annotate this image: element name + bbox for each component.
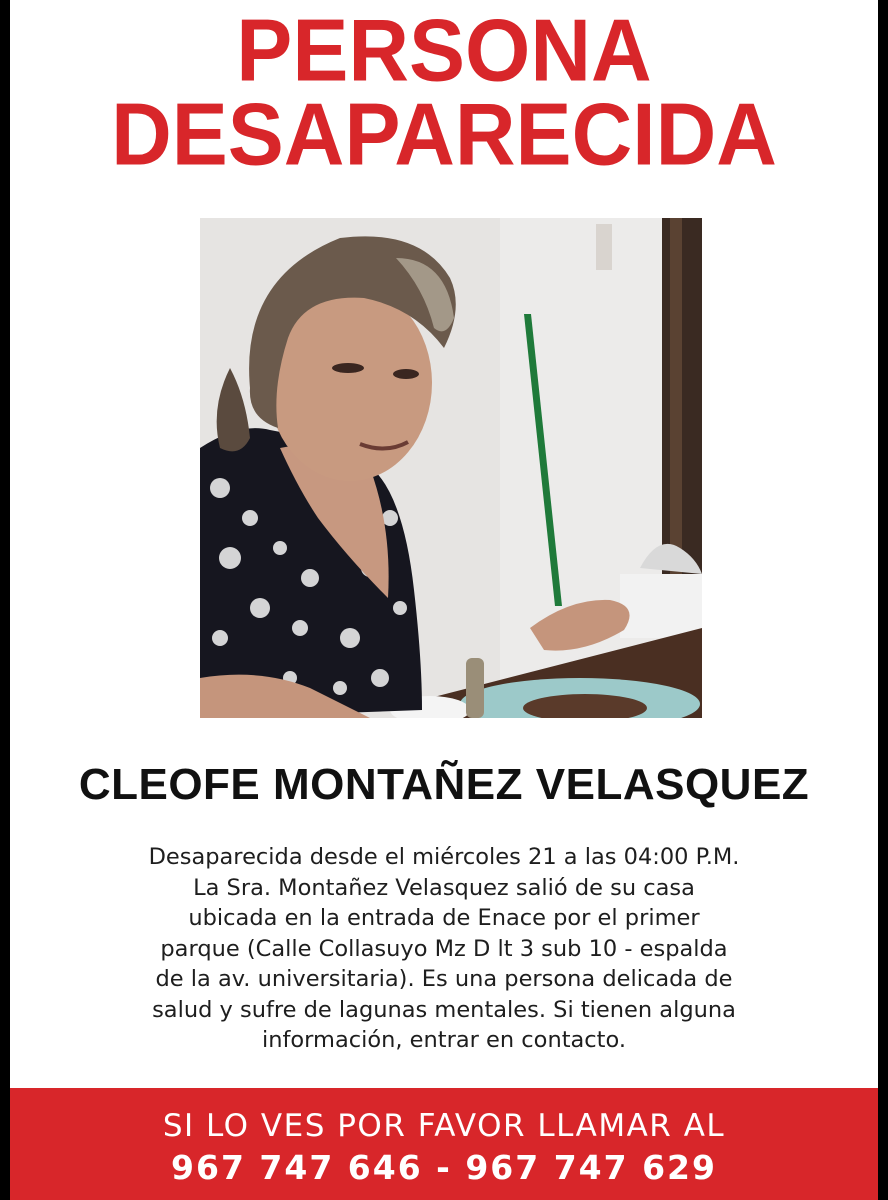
description-line: ubicada en la entrada de Enace por el primer — [188, 905, 700, 931]
missing-person-poster — [10, 0, 878, 1200]
description-line: salud y sufre de lagunas mentales. Si tienen alguna — [152, 996, 736, 1023]
description-line: información, entrar en contacto. — [261, 1027, 627, 1053]
description-line: de la av. universitaria). Es una persona delicada de — [155, 966, 733, 992]
person-photo — [200, 218, 702, 718]
description-line: La Sra. Montañez Velasquez salió de su casa — [193, 874, 695, 901]
contact-instruction: SI LO VES POR FAVOR LLAMAR AL — [162, 1108, 726, 1144]
description-line: Desaparecida desde el miércoles 21 a las 04:00 P.M. — [148, 844, 740, 870]
person-name: CLEOFE MONTAÑEZ VELASQUEZ — [78, 760, 810, 809]
description-text — [34, 842, 854, 1056]
poster-title-line1: PERSONA — [236, 0, 652, 100]
poster-title-line2: DESAPARECIDA — [111, 84, 777, 184]
contact-phone-numbers: 967 747 646 - 967 747 629 — [171, 1148, 717, 1187]
description-line: parque (Calle Collasuyo Mz D lt 3 sub 10 - espalda — [160, 935, 728, 962]
